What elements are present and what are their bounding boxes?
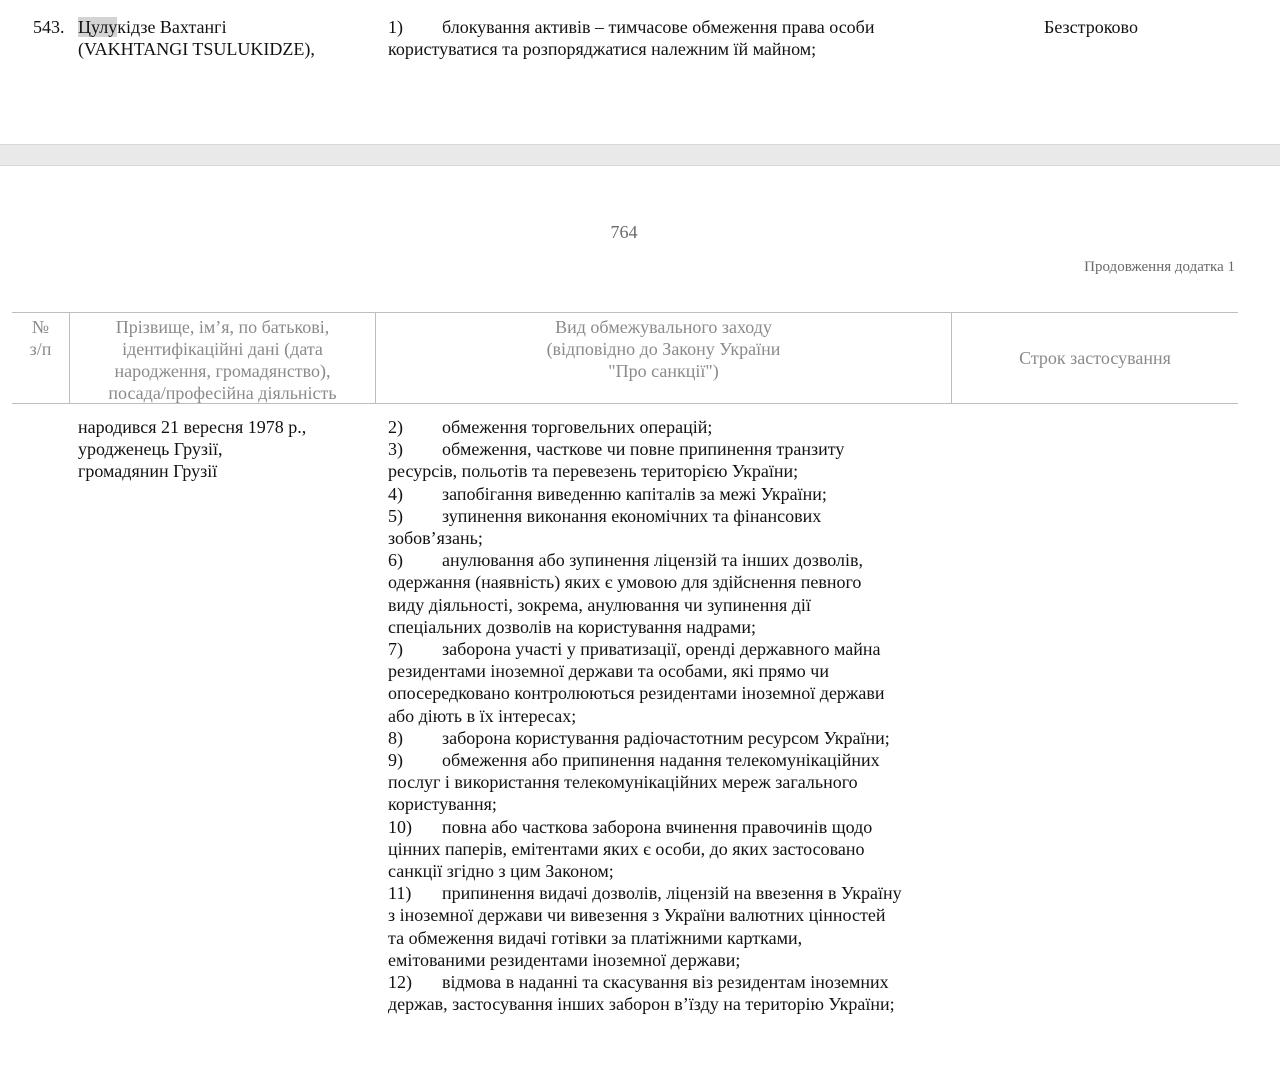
measure-first-line (388, 816, 948, 838)
measure-text: запобігання виведенню капіталів за межі України; (442, 483, 827, 504)
measure-text: заборона участі у приватизації, оренді державного майна (442, 639, 881, 660)
measure-text: анулювання або зупинення ліцензій та інших дозволів, (442, 550, 863, 571)
header-measure-line: Вид обмежувального заходу (555, 317, 772, 337)
measure-text: повна або часткова заборона вчинення правочинів щодо (442, 816, 873, 837)
header-measure-line: "Про санкції") (608, 361, 719, 381)
measure-continuation: емітованими резидентами іноземної держави; (388, 949, 741, 970)
measure-item (388, 727, 948, 749)
measure-continuation: користуватися та розпоряджатися належним їй майном; (388, 39, 817, 59)
header-name (69, 313, 375, 403)
measure-continuation: або діють в їх інтересах; (388, 705, 577, 726)
measure-number: 10) (388, 816, 412, 837)
measure-number: 5) (388, 505, 403, 526)
measure-number: 4) (388, 483, 403, 504)
measure-first-line (388, 971, 948, 993)
table-header (12, 312, 1238, 404)
measures-list (388, 416, 948, 1015)
measure-item (388, 638, 948, 727)
header-number-line: № (31, 317, 50, 337)
measure-continuation: санкції згідно з цим Законом; (388, 861, 614, 882)
measure-continuation: опосередковано контролюються резидентами іноземної держави (388, 683, 885, 704)
header-name-line: Прізвище, ім’я, по батькові, (115, 317, 330, 337)
header-number (12, 313, 69, 403)
header-number-line: з/п (29, 339, 52, 359)
measure-item (388, 416, 948, 438)
measure-text: блокування активів – тимчасове обмеження права особи (442, 17, 875, 37)
measure-continuation: зобов’язань; (388, 528, 483, 549)
header-term (951, 313, 1238, 403)
measure-continuation: послуг і використання телекомунікаційних мереж загального (388, 772, 858, 793)
measure-continuation: та обмеження видачі готівки за платіжними картками, (388, 927, 803, 948)
highlighted-text[interactable]: Цулу (78, 17, 118, 37)
header-measure (375, 313, 951, 403)
person-detail-line: уродженець Грузії, (78, 439, 223, 459)
measure-continuation: резидентами іноземної держави та особами, які прямо чи (388, 661, 829, 682)
measure-first-line (388, 638, 948, 660)
header-measure-line: (відповідно до Закону України (546, 339, 781, 359)
header-name-line: ідентифікаційні дані (дата (122, 339, 323, 359)
measure-first-line (388, 483, 948, 505)
entry-number: 543. (33, 17, 65, 37)
measure-first-line (388, 727, 948, 749)
measure-text: припинення видачі дозволів, ліцензій на ввезення в Україну (442, 883, 902, 904)
header-term-label: Строк застосування (1019, 348, 1171, 368)
measure-1 (388, 16, 948, 60)
measure-continuation: ресурсів, польотів та перевезень територією України; (388, 461, 799, 482)
name-rest: кідзе Вахтангі (117, 17, 227, 37)
measure-continuation: з іноземної держави чи вивезення з України валютних цінностей (388, 905, 886, 926)
name-latin: (VAKHTANGI TSULUKIDZE), (78, 39, 315, 59)
measure-number: 7) (388, 639, 403, 660)
measure-continuation: держав, застосування інших заборон в’їзду на територію України; (388, 994, 895, 1015)
measure-text: обмеження або припинення надання телекомунікаційних (442, 750, 880, 771)
measure-item (388, 971, 948, 1015)
measure-first-line (388, 438, 948, 460)
measure-continuation: спеціальних дозволів на користування надрами; (388, 616, 757, 637)
measure-continuation: одержання (наявність) яких є умовою для здійснення певного (388, 572, 862, 593)
measure-continuation: цінних паперів, емітентами яких є особи, до яких застосовано (388, 838, 865, 859)
measure-number: 6) (388, 550, 403, 571)
term-value: Безстроково (1044, 17, 1138, 37)
measure-text: обмеження торговельних операцій; (442, 417, 713, 437)
measure-item (388, 882, 948, 971)
measure-number: 1) (388, 17, 403, 37)
measure-text: заборона користування радіочастотним ресурсом України; (442, 727, 890, 748)
measure-first-line (388, 505, 948, 527)
measure-number: 8) (388, 727, 403, 748)
measure-item (388, 816, 948, 883)
measure-first-line (388, 549, 948, 571)
measure-text: відмова в наданні та скасування віз резидентам іноземних (442, 972, 889, 993)
header-name-line: народження, громадянство), (114, 361, 331, 381)
measure-first-line (388, 882, 948, 904)
measure-item (388, 549, 948, 638)
measure-number: 2) (388, 417, 403, 437)
measure-number: 9) (388, 750, 403, 771)
measure-number: 11) (388, 883, 412, 904)
measure-item (388, 505, 948, 549)
continuation-label: Продовження додатка 1 (1084, 259, 1235, 275)
page-number: 764 (610, 222, 638, 242)
header-name-line: посада/професійна діяльність (108, 383, 337, 403)
page-separator (0, 144, 1280, 166)
measure-item (388, 749, 948, 816)
measure-first-line (388, 416, 948, 438)
person-details (78, 416, 368, 482)
measure-number: 12) (388, 972, 412, 993)
measure-text: обмеження, часткове чи повне припинення транзиту (442, 439, 845, 460)
person-detail-line: народився 21 вересня 1978 р., (78, 417, 307, 437)
measure-continuation: користування; (388, 794, 497, 815)
measure-item (388, 483, 948, 505)
measure-first-line (388, 749, 948, 771)
measure-number: 3) (388, 439, 403, 460)
entry-name (78, 16, 315, 60)
measure-text: зупинення виконання економічних та фінансових (442, 505, 822, 526)
measure-item (388, 438, 948, 482)
measure-continuation: виду діяльності, зокрема, анулювання чи зупинення дії (388, 594, 811, 615)
person-detail-line: громадянин Грузії (78, 461, 218, 481)
